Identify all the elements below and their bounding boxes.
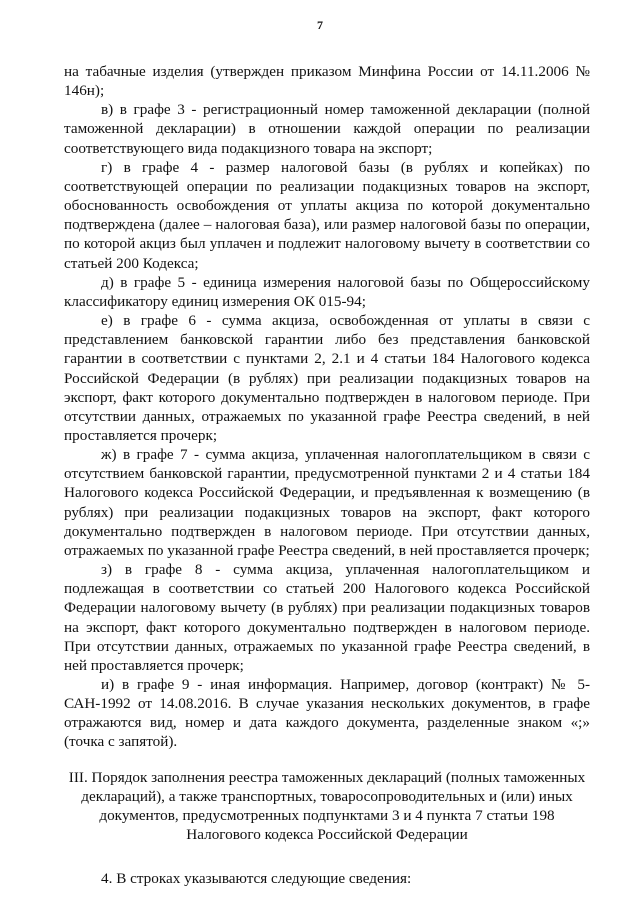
- paragraph-4: 4. В строках указываются следующие сведения:: [101, 870, 412, 888]
- paragraph-item-e: е) в графе 6 - сумма акциза, освобожденная от уплаты в связи с представлением банковской гарантии либо без представления банковской гарантии в соответствии с пунктами 2, 2.1 и 4 статьи 184 Налогового кодекса Российской Федерации (в рублях) при реализации подакцизных товаров на экспорт, факт которого документально подтвержден в налоговом периоде. При отсутствии данных, отражаемых по указанной графе Реестра сведений, в ней проставляется прочерк;: [64, 312, 590, 444]
- section-heading-line: Налогового кодекса Российской Федерации: [186, 826, 468, 844]
- page-number: 7: [317, 18, 323, 32]
- paragraph-item-z: з) в графе 8 - сумма акциза, уплаченная налогоплательщиком и подлежащая в соответствии со статьей 200 Налогового кодекса Российской Федерации налоговому вычету (в рублях) при реализации подакцизных товаров на экспорт, факт которого документально подтвержден в налоговом периоде. При отсутствии данных, отражаемых по указанной графе Реестра сведений, в ней проставляется прочерк;: [64, 561, 590, 674]
- section-heading-line: III. Порядок заполнения реестра таможенных деклараций (полных таможенных: [68, 768, 586, 786]
- paragraph-item-d: д) в графе 5 - единица измерения налоговой базы по Общероссийскому классификатору единиц измерения ОК 015-94;: [64, 273, 590, 310]
- paragraph-item-i: и) в графе 9 - иная информация. Например, договор (контракт) № 5-САН-1992 от 14.08.2016. В случае указания нескольких документов, в графе отражаются вид, номер и дата каждого документа, разделенные знаком «;» (точка с запятой).: [64, 676, 590, 751]
- section-heading-line: деклараций), а также транспортных, товаросопроводительных и (или) иных: [81, 787, 573, 805]
- paragraph-item-v: в) в графе 3 - регистрационный номер таможенной декларации (полной таможенной декларации) в отношении каждой операции по реализации соответствующего вида подакцизного товара на экспорт;: [64, 101, 590, 157]
- paragraph-continuation: на табачные изделия (утвержден приказом Минфина России от 14.11.2006 № 146н);: [64, 63, 590, 100]
- paragraph-item-zh: ж) в графе 7 - сумма акциза, уплаченная налогоплательщиком в связи с отсутствием банковской гарантии, предусмотренной пунктами 2 и 4 статьи 184 Налогового кодекса Российской Федерации, и предъявленная к возмещению (в рублях) при реализации подакцизных товаров на экспорт, факт которого документально подтвержден в налоговом периоде. При отсутствии данных, отражаемых по указанной графе Реестра сведений, в ней проставляется прочерк;: [64, 446, 590, 559]
- paragraph-item-g: г) в графе 4 - размер налоговой базы (в рублях и копейках) по соответствующей операции по реализации подакцизных товаров на экспорт, обоснованность освобождения от уплаты акциза по которой документально подтверждена (далее – налоговая база), или размер налоговой базы по операции, по которой акциз был уплачен и подлежит налоговому вычету в соответствии со статьей 200 Кодекса;: [64, 158, 590, 272]
- section-heading: [64, 768, 590, 845]
- document-body: [64, 62, 590, 888]
- section-heading-line: документов, предусмотренных подпунктами 3 и 4 пункта 7 статьи 198: [99, 806, 555, 824]
